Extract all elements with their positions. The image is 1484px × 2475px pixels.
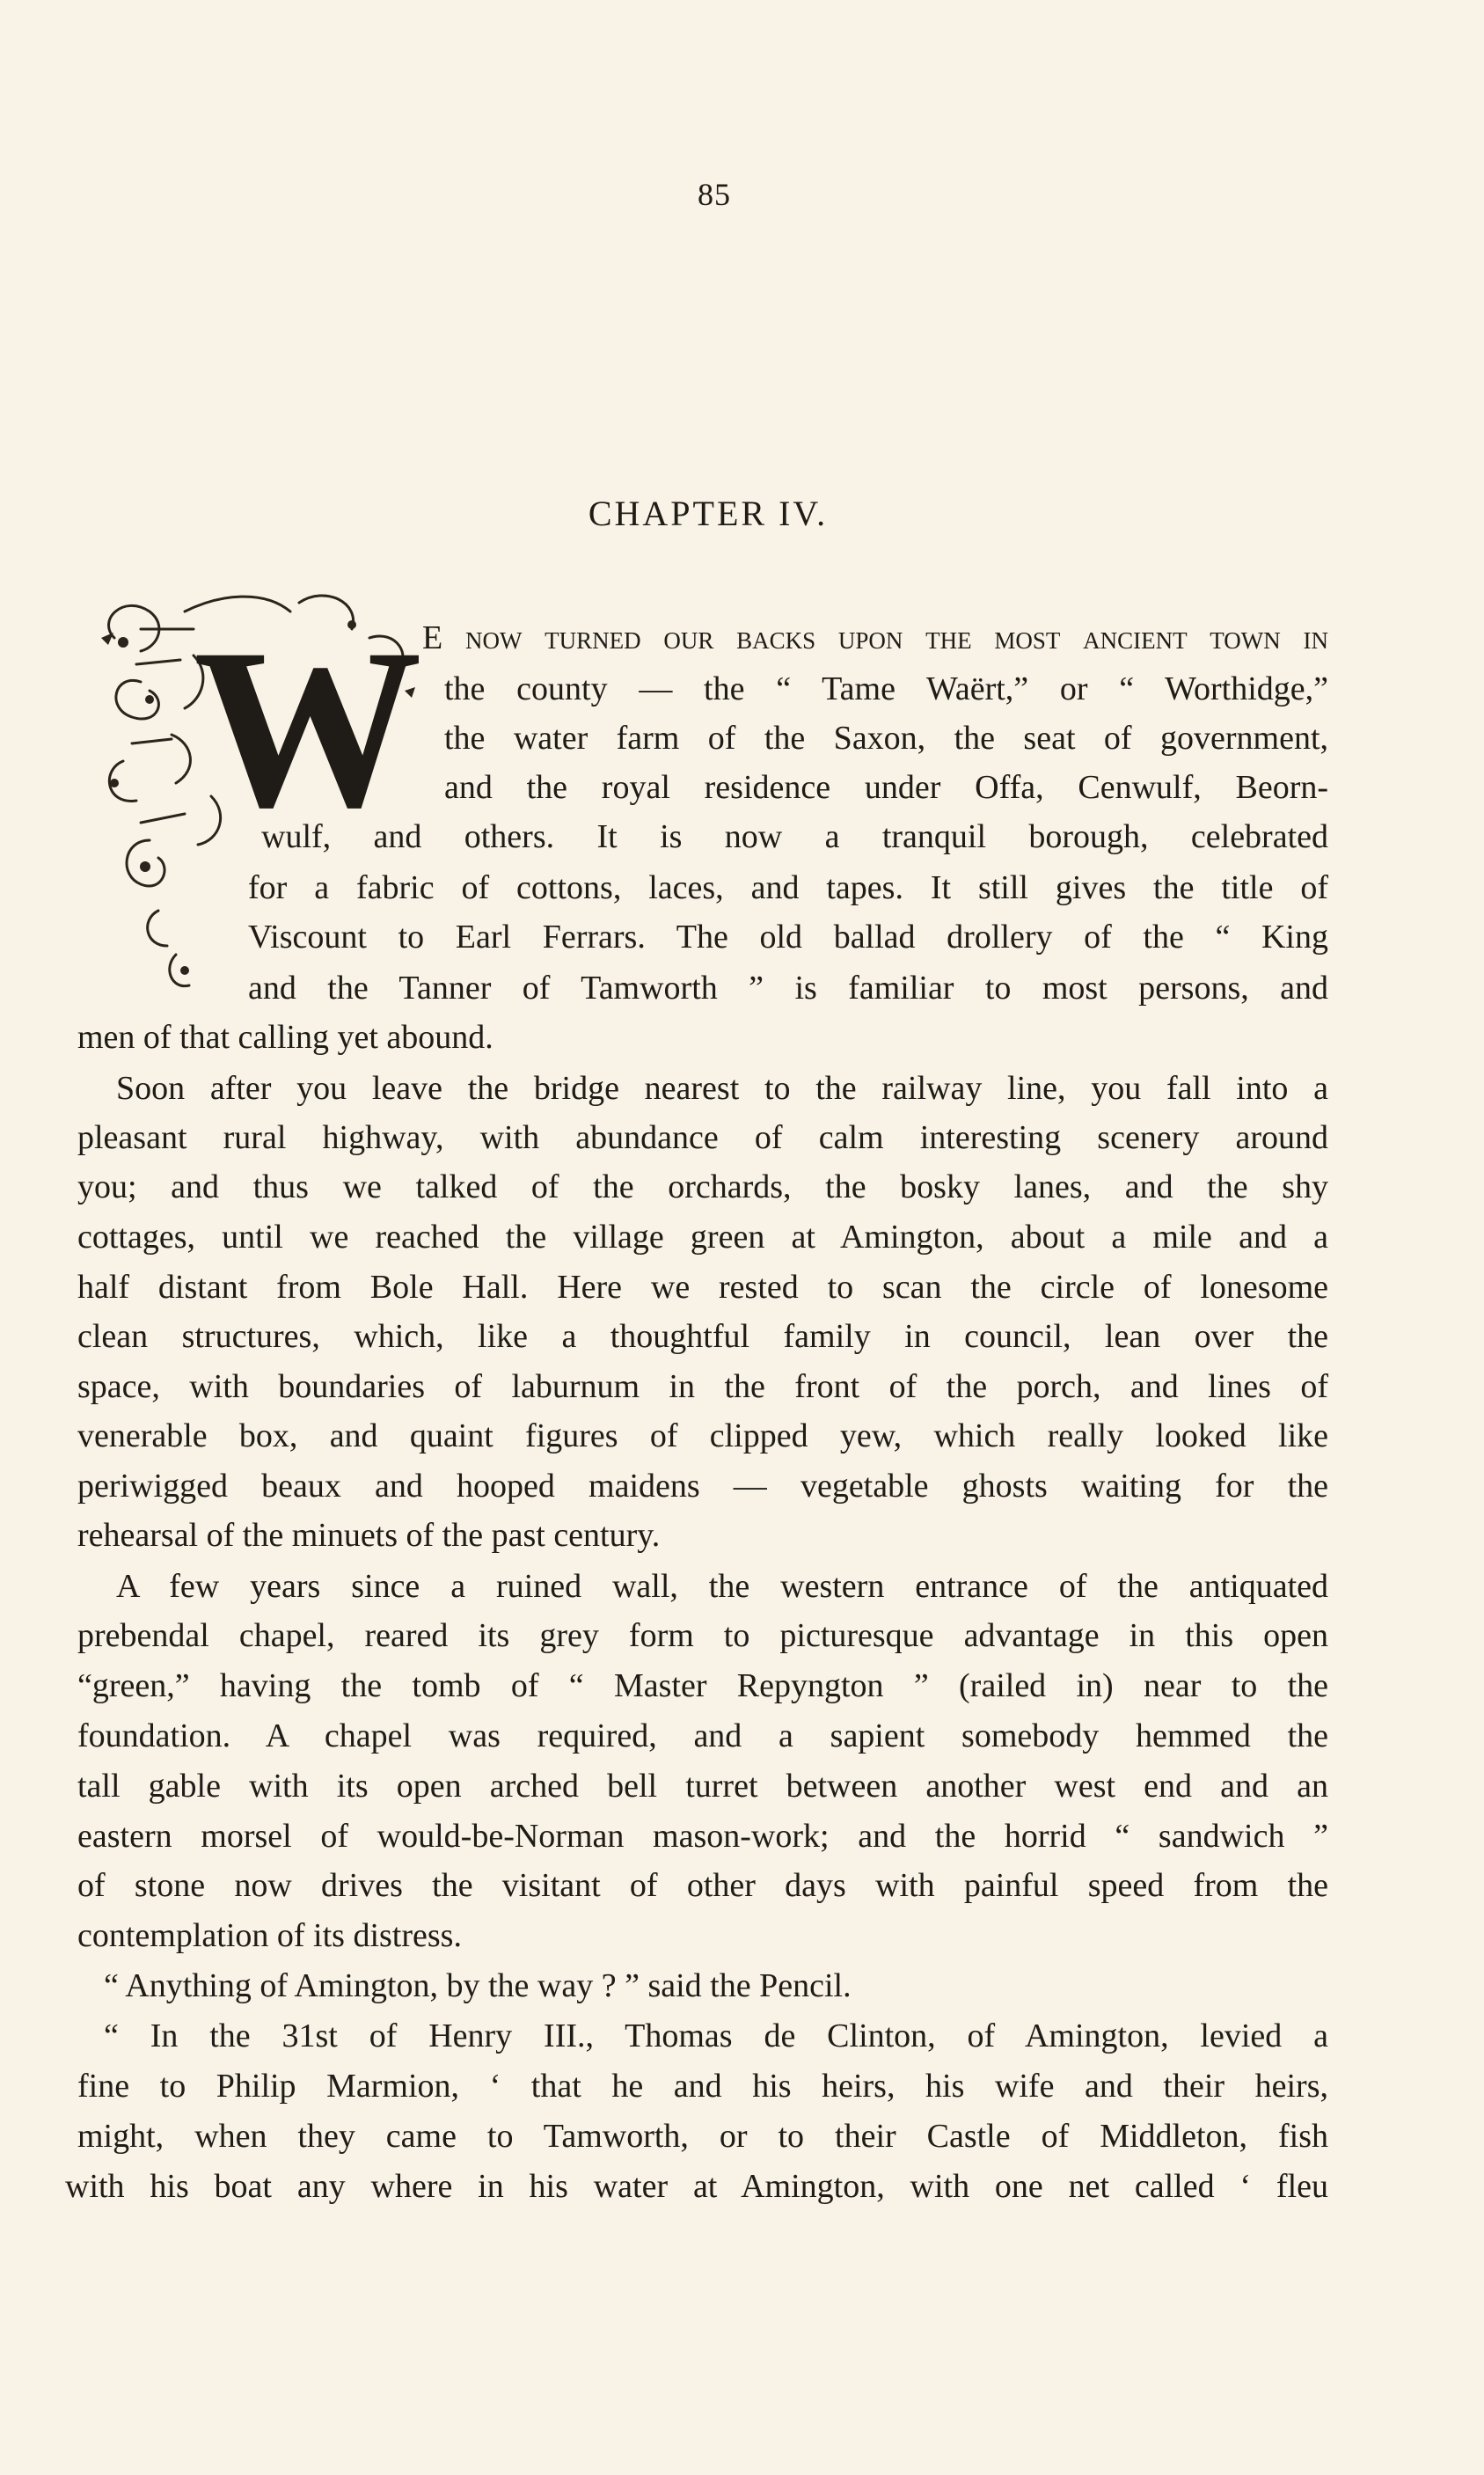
text-line: “ In the 31st of Henry III., Thomas de Clinton, of Amington, levied a <box>104 2017 1328 2054</box>
text-line: venerable box, and quaint figures of clipped yew, which really looked like <box>77 1417 1328 1454</box>
text-line: and the royal residence under Offa, Cenwulf, Beorn- <box>444 769 1328 806</box>
text-line: tall gable with its open arched bell turret between another west end and an <box>77 1768 1328 1805</box>
text-line: of stone now drives the visitant of other days with painful speed from the <box>77 1867 1328 1904</box>
text-line: “ Anything of Amington, by the way ? ” said the Pencil. <box>104 1967 852 2004</box>
text-line: pleasant rural highway, with abundance of calm interesting scenery around <box>77 1119 1328 1156</box>
text-line: foundation. A chapel was required, and a sapient somebody hemmed the <box>77 1717 1328 1754</box>
text-line: men of that calling yet abound. <box>77 1019 493 1056</box>
svg-text:W: W <box>194 602 422 855</box>
chapter-title: CHAPTER IV. <box>588 494 829 533</box>
text-line: eastern morsel of would-be-Norman mason-work; and the horrid “ sandwich ” <box>77 1818 1328 1855</box>
text-line: fine to Philip Marmion, ‘ that he and his heirs, his wife and their heirs, <box>77 2068 1328 2105</box>
text-line: space, with boundaries of laburnum in the front of the porch, and lines of <box>77 1368 1328 1405</box>
text-line: might, when they came to Tamworth, or to their Castle of Middleton, fish <box>77 2118 1328 2155</box>
text-line: A few years since a ruined wall, the western entrance of the antiquated <box>116 1568 1328 1605</box>
text-line: half distant from Bole Hall. Here we rested to scan the circle of lonesome <box>77 1269 1328 1306</box>
text-line: prebendal chapel, reared its grey form to picturesque advantage in this open <box>77 1617 1328 1654</box>
text-line: with his boat any where in his water at Amington, with one net called ‘ fleu <box>65 2168 1328 2205</box>
page-number: 85 <box>698 177 731 212</box>
text-line: “green,” having the tomb of “ Master Repyngton ” (railed in) near to the <box>77 1667 1328 1704</box>
text-line: and the Tanner of Tamworth ” is familiar to most persons, and <box>248 970 1328 1007</box>
text-line: clean structures, which, like a thoughtful family in council, lean over the <box>77 1318 1328 1355</box>
text-line: for a fabric of cottons, laces, and tapes. It still gives the title of <box>248 869 1328 906</box>
text-line: periwigged beaux and hooped maidens — vegetable ghosts waiting for the <box>77 1468 1328 1505</box>
text-line: rehearsal of the minuets of the past century. <box>77 1517 661 1554</box>
text-line: the water farm of the Saxon, the seat of government, <box>444 720 1328 757</box>
text-line: Viscount to Earl Ferrars. The old ballad drollery of the “ King <box>248 919 1328 956</box>
text-line: the county — the “ Tame Waërt,” or “ Worthidge,” <box>444 670 1328 707</box>
text-line: Soon after you leave the bridge nearest to the railway line, you fall into a <box>116 1070 1328 1107</box>
text-line: you; and thus we talked of the orchards, the bosky lanes, and the shy <box>77 1168 1328 1205</box>
text-line: contemplation of its distress. <box>77 1917 462 1954</box>
text-line: cottages, until we reached the village green at Amington, about a mile and a <box>77 1219 1328 1256</box>
text-line: E now turned our backs upon the most ancient town in <box>422 619 1328 656</box>
text-line: wulf, and others. It is now a tranquil borough, celebrated <box>261 818 1328 855</box>
